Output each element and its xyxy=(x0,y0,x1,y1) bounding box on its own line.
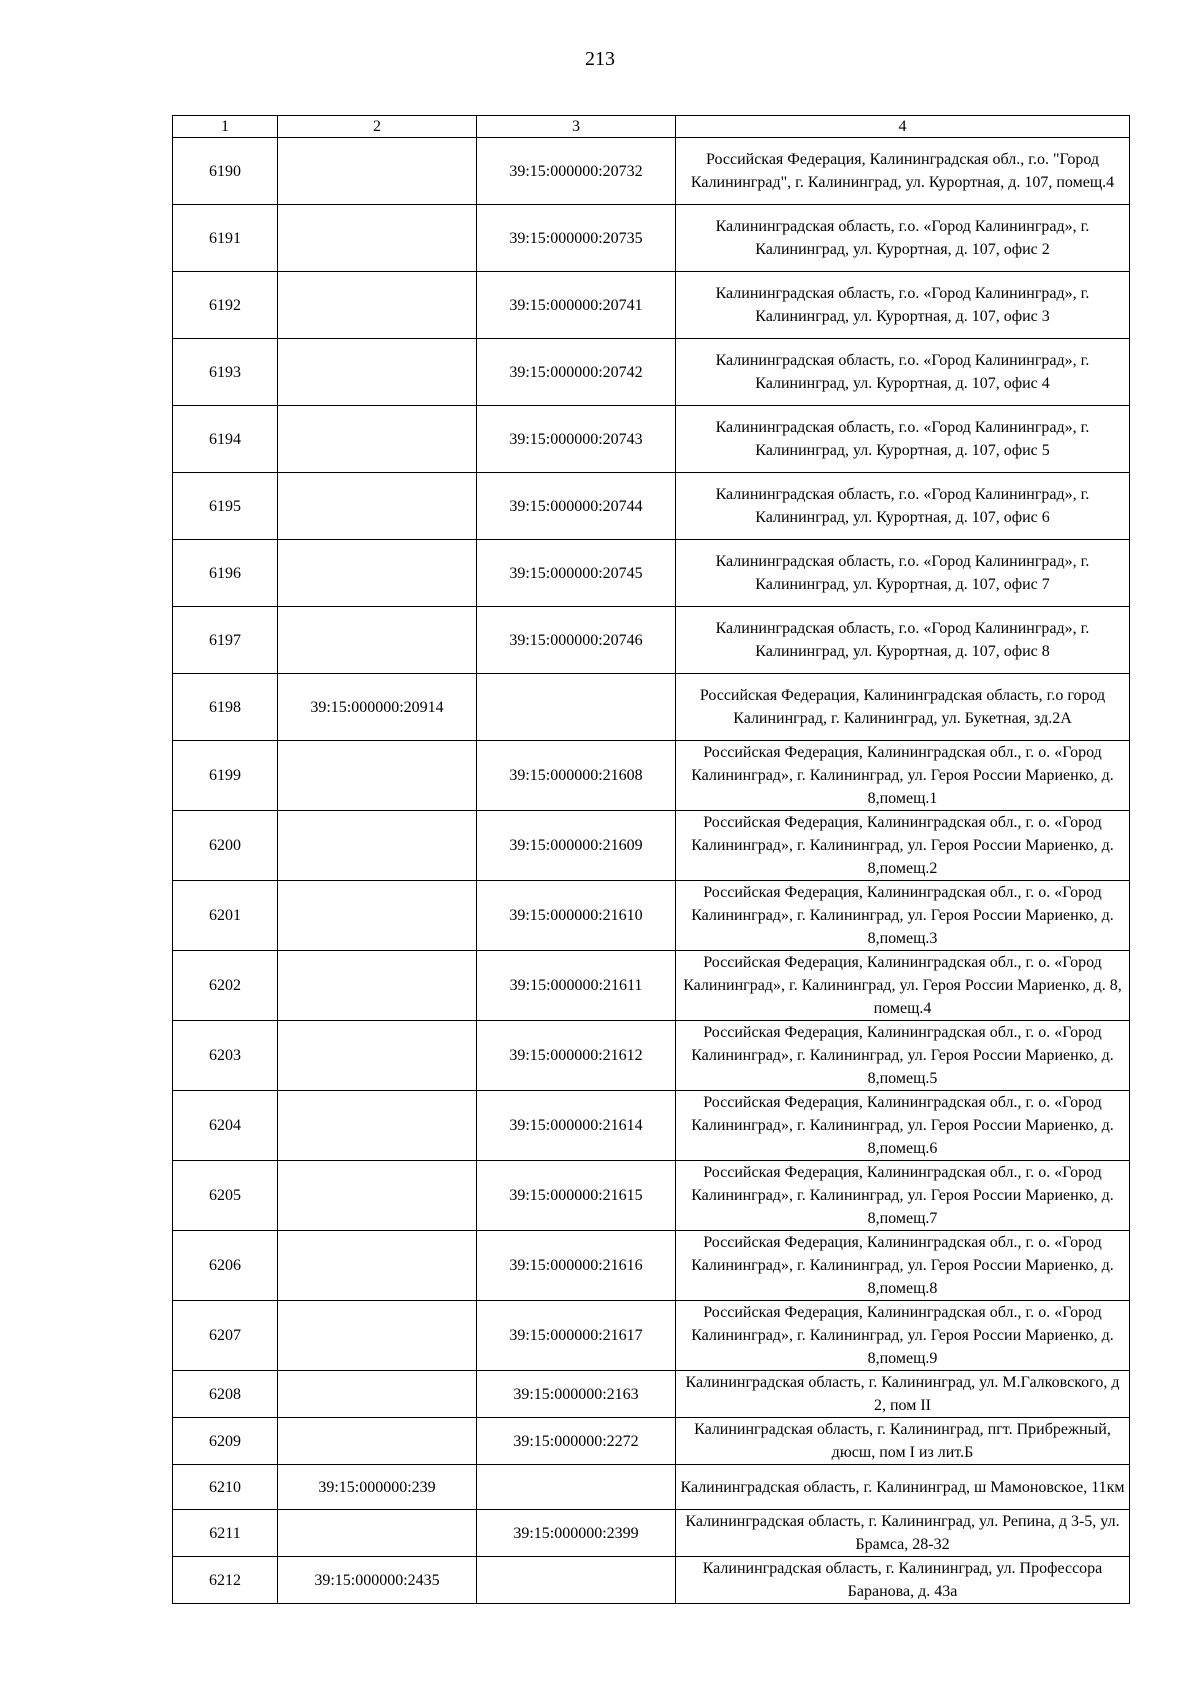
cadastral-col3-cell: 39:15:000000:20745 xyxy=(477,540,676,607)
cadastral-col3-cell: 39:15:000000:21617 xyxy=(477,1301,676,1371)
address-cell: Калининградская область, г.о. «Город Калининград», г. Калининград, ул. Курортная, д. 107, офис 6 xyxy=(676,473,1130,540)
address-cell: Калининградская область, г.о. «Город Калининград», г. Калининград, ул. Курортная, д. 107, офис 5 xyxy=(676,406,1130,473)
address-cell: Калининградская область, г.о. «Город Калининград», г. Калининград, ул. Курортная, д. 107, офис 7 xyxy=(676,540,1130,607)
table-row xyxy=(173,205,1130,272)
row-number-cell: 6194 xyxy=(173,406,278,473)
cadastral-col2-cell: 39:15:000000:239 xyxy=(278,1465,477,1510)
cadastral-col3-cell xyxy=(477,674,676,741)
cadastral-col2-cell xyxy=(278,1161,477,1231)
address-cell: Калининградская область, г. Калининград, ул. Репина, д 3-5, ул. Брамса, 28-32 xyxy=(676,1510,1130,1557)
row-number-cell: 6202 xyxy=(173,951,278,1021)
header-cell: 1 xyxy=(173,116,278,138)
cadastral-col3-cell: 39:15:000000:21611 xyxy=(477,951,676,1021)
cadastral-col3-cell: 39:15:000000:2272 xyxy=(477,1418,676,1465)
row-number-cell: 6200 xyxy=(173,811,278,881)
address-cell: Калининградская область, г. Калининград, ул. Профессора Баранова, д. 43а xyxy=(676,1557,1130,1604)
address-cell: Калининградская область, г.о. «Город Калининград», г. Калининград, ул. Курортная, д. 107, офис 3 xyxy=(676,272,1130,339)
address-cell: Калининградская область, г. Калининград, ш Мамоновское, 11км xyxy=(676,1465,1130,1510)
table-row xyxy=(173,1301,1130,1371)
row-number-cell: 6196 xyxy=(173,540,278,607)
address-cell: Российская Федерация, Калининградская обл., г. о. «Город Калининград», г. Калининград, ул. Героя России Мариенко, д. 8,помещ.7 xyxy=(676,1161,1130,1231)
table-row xyxy=(173,138,1130,205)
address-cell: Российская Федерация, Калининградская обл., г. о. «Город Калининград», г. Калининград, ул. Героя России Мариенко, д. 8,помещ.2 xyxy=(676,811,1130,881)
cadastral-col3-cell: 39:15:000000:20746 xyxy=(477,607,676,674)
table-row xyxy=(173,881,1130,951)
row-number-cell: 6209 xyxy=(173,1418,278,1465)
cadastral-col2-cell xyxy=(278,811,477,881)
cadastral-col2-cell xyxy=(278,951,477,1021)
address-cell: Калининградская область, г.о. «Город Калининград», г. Калининград, ул. Курортная, д. 107, офис 8 xyxy=(676,607,1130,674)
table-row xyxy=(173,1161,1130,1231)
cadastral-col3-cell: 39:15:000000:20742 xyxy=(477,339,676,406)
row-number-cell: 6204 xyxy=(173,1091,278,1161)
address-cell: Российская Федерация, Калининградская обл., г. о. «Город Калининград», г. Калининград, ул. Героя России Мариенко, д. 8,помещ.5 xyxy=(676,1021,1130,1091)
cadastral-col2-cell xyxy=(278,607,477,674)
cadastral-col2-cell xyxy=(278,741,477,811)
cadastral-col2-cell xyxy=(278,205,477,272)
table-header-row xyxy=(173,116,1130,138)
cadastral-col2-cell xyxy=(278,339,477,406)
cadastral-col2-cell xyxy=(278,473,477,540)
cadastral-col2-cell xyxy=(278,1021,477,1091)
table-row xyxy=(173,272,1130,339)
row-number-cell: 6206 xyxy=(173,1231,278,1301)
cadastral-col3-cell: 39:15:000000:2399 xyxy=(477,1510,676,1557)
table-row xyxy=(173,1557,1130,1604)
row-number-cell: 6195 xyxy=(173,473,278,540)
table-row xyxy=(173,1510,1130,1557)
address-cell: Калининградская область, г. Калининград, пгт. Прибрежный, дюсш, пом I из лит.Б xyxy=(676,1418,1130,1465)
row-number-cell: 6192 xyxy=(173,272,278,339)
cadastral-col2-cell xyxy=(278,540,477,607)
cadastral-col3-cell: 39:15:000000:21608 xyxy=(477,741,676,811)
header-cell: 2 xyxy=(278,116,477,138)
address-cell: Российская Федерация, Калининградская область, г.о город Калининград, г. Калининград, ул. Букетная, зд.2А xyxy=(676,674,1130,741)
cadastral-col3-cell: 39:15:000000:21609 xyxy=(477,811,676,881)
row-number-cell: 6191 xyxy=(173,205,278,272)
header-cell: 3 xyxy=(477,116,676,138)
row-number-cell: 6201 xyxy=(173,881,278,951)
table-row xyxy=(173,741,1130,811)
address-cell: Калининградская область, г.о. «Город Калининград», г. Калининград, ул. Курортная, д. 107, офис 4 xyxy=(676,339,1130,406)
cadastral-col3-cell: 39:15:000000:21614 xyxy=(477,1091,676,1161)
table-row xyxy=(173,1091,1130,1161)
cadastral-col3-cell: 39:15:000000:2163 xyxy=(477,1371,676,1418)
row-number-cell: 6207 xyxy=(173,1301,278,1371)
address-cell: Российская Федерация, Калининградская обл., г. о. «Город Калининград», г. Калининград, ул. Героя России Мариенко, д. 8,помещ.8 xyxy=(676,1231,1130,1301)
table-row xyxy=(173,473,1130,540)
cadastral-col3-cell: 39:15:000000:20735 xyxy=(477,205,676,272)
row-number-cell: 6208 xyxy=(173,1371,278,1418)
cadastral-col3-cell: 39:15:000000:21616 xyxy=(477,1231,676,1301)
row-number-cell: 6203 xyxy=(173,1021,278,1091)
table-row xyxy=(173,674,1130,741)
header-cell: 4 xyxy=(676,116,1130,138)
table-row xyxy=(173,951,1130,1021)
table-row xyxy=(173,406,1130,473)
table-row xyxy=(173,811,1130,881)
address-cell: Российская Федерация, Калининградская обл., г. о. «Город Калининград», г. Калининград, ул. Героя России Мариенко, д. 8,помещ.9 xyxy=(676,1301,1130,1371)
table-row xyxy=(173,339,1130,406)
row-number-cell: 6198 xyxy=(173,674,278,741)
cadastral-col3-cell: 39:15:000000:20741 xyxy=(477,272,676,339)
address-cell: Российская Федерация, Калининградская обл., г. о. «Город Калининград», г. Калининград, ул. Героя России Мариенко, д. 8,помещ.3 xyxy=(676,881,1130,951)
address-cell: Российская Федерация, Калининградская обл., г. о. «Город Калининград», г. Калининград, ул. Героя России Мариенко, д. 8,помещ.1 xyxy=(676,741,1130,811)
registry-table xyxy=(172,115,1130,1604)
row-number-cell: 6193 xyxy=(173,339,278,406)
cadastral-col2-cell xyxy=(278,1371,477,1418)
cadastral-col2-cell xyxy=(278,1301,477,1371)
cadastral-col3-cell xyxy=(477,1465,676,1510)
cadastral-col2-cell xyxy=(278,1510,477,1557)
cadastral-col2-cell xyxy=(278,406,477,473)
cadastral-col3-cell xyxy=(477,1557,676,1604)
address-cell: Российская Федерация, Калининградская обл., г.о. "Город Калининград", г. Калининград, ул. Курортная, д. 107, помещ.4 xyxy=(676,138,1130,205)
cadastral-col2-cell xyxy=(278,1091,477,1161)
cadastral-col2-cell: 39:15:000000:20914 xyxy=(278,674,477,741)
table-row xyxy=(173,1021,1130,1091)
cadastral-col2-cell xyxy=(278,1231,477,1301)
cadastral-col3-cell: 39:15:000000:21615 xyxy=(477,1161,676,1231)
table-row xyxy=(173,1465,1130,1510)
row-number-cell: 6210 xyxy=(173,1465,278,1510)
cadastral-col3-cell: 39:15:000000:21612 xyxy=(477,1021,676,1091)
table-row xyxy=(173,540,1130,607)
cadastral-col2-cell xyxy=(278,1418,477,1465)
address-cell: Калининградская область, г.о. «Город Калининград», г. Калининград, ул. Курортная, д. 107, офис 2 xyxy=(676,205,1130,272)
cadastral-col3-cell: 39:15:000000:20732 xyxy=(477,138,676,205)
cadastral-col2-cell: 39:15:000000:2435 xyxy=(278,1557,477,1604)
cadastral-col2-cell xyxy=(278,881,477,951)
cadastral-col3-cell: 39:15:000000:20743 xyxy=(477,406,676,473)
row-number-cell: 6205 xyxy=(173,1161,278,1231)
table-row xyxy=(173,607,1130,674)
cadastral-col3-cell: 39:15:000000:20744 xyxy=(477,473,676,540)
address-cell: Российская Федерация, Калининградская обл., г. о. «Город Калининград», г. Калининград, ул. Героя России Мариенко, д. 8, помещ.4 xyxy=(676,951,1130,1021)
table-row xyxy=(173,1371,1130,1418)
cadastral-col3-cell: 39:15:000000:21610 xyxy=(477,881,676,951)
page-number: 213 xyxy=(585,48,615,70)
table-row xyxy=(173,1418,1130,1465)
row-number-cell: 6211 xyxy=(173,1510,278,1557)
row-number-cell: 6197 xyxy=(173,607,278,674)
address-cell: Калининградская область, г. Калининград, ул. М.Галковского, д 2, пом II xyxy=(676,1371,1130,1418)
row-number-cell: 6199 xyxy=(173,741,278,811)
cadastral-col2-cell xyxy=(278,138,477,205)
cadastral-col2-cell xyxy=(278,272,477,339)
row-number-cell: 6190 xyxy=(173,138,278,205)
table-row xyxy=(173,1231,1130,1301)
row-number-cell: 6212 xyxy=(173,1557,278,1604)
address-cell: Российская Федерация, Калининградская обл., г. о. «Город Калининград», г. Калининград, ул. Героя России Мариенко, д. 8,помещ.6 xyxy=(676,1091,1130,1161)
